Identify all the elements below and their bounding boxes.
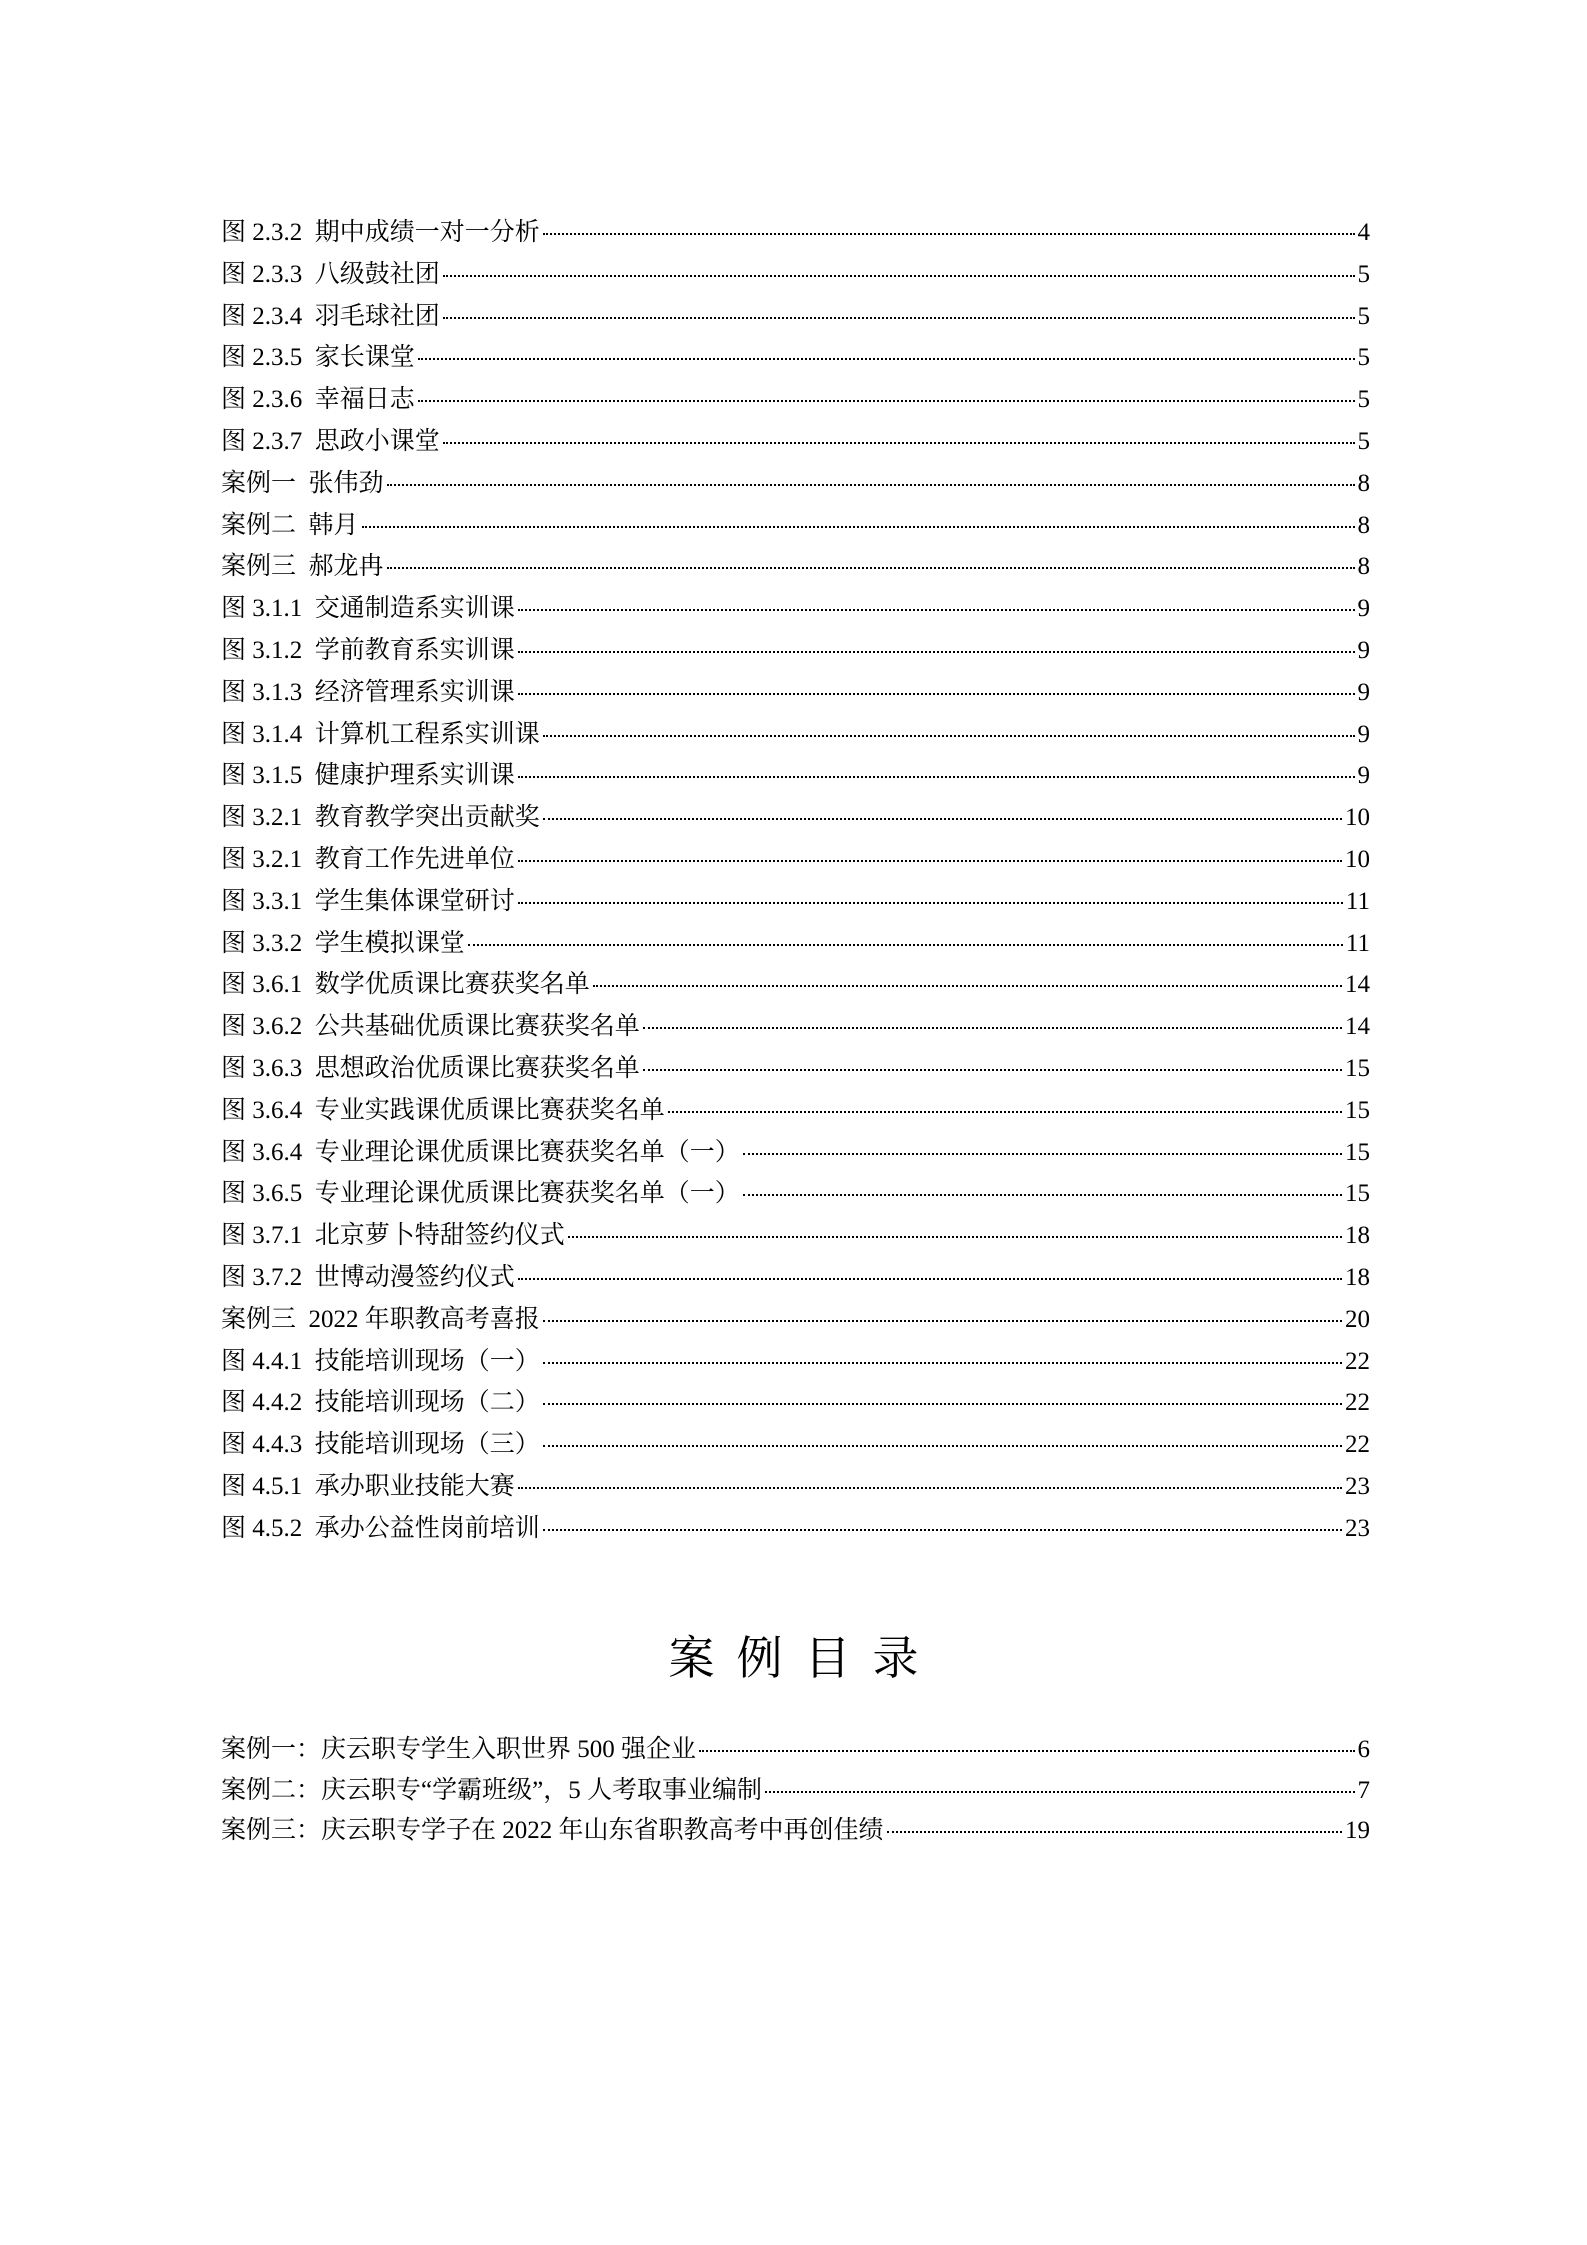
dot-leader [543, 1528, 1342, 1531]
toc-entry-label: 图 3.6.4 专业实践课优质课比赛获奖名单 [221, 1096, 665, 1124]
toc-entry-page-number: 15 [1345, 1180, 1370, 1208]
toc-entry[interactable] [221, 1257, 1370, 1299]
toc-entry-label: 图 3.1.5 健康护理系实训课 [221, 762, 515, 790]
toc-entry[interactable] [221, 421, 1370, 463]
dot-leader [643, 1068, 1342, 1071]
dot-leader [568, 1235, 1342, 1238]
toc-entry[interactable] [221, 546, 1370, 588]
toc-entry[interactable] [221, 1730, 1370, 1771]
dot-leader [518, 901, 1343, 904]
toc-entry-label: 案例三 2022 年职教高考喜报 [221, 1305, 540, 1333]
toc-entry-page-number: 22 [1345, 1431, 1370, 1459]
dot-leader [887, 1830, 1342, 1833]
dot-leader [699, 1749, 1354, 1752]
toc-entry[interactable] [221, 964, 1370, 1006]
toc-entry[interactable] [221, 337, 1370, 379]
toc-entry[interactable] [221, 296, 1370, 338]
toc-entry[interactable] [221, 1132, 1370, 1174]
toc-entry-page-number: 23 [1345, 1472, 1370, 1500]
dot-leader [543, 1444, 1342, 1447]
dot-leader [468, 943, 1343, 946]
toc-entry-page-number: 10 [1345, 804, 1370, 832]
toc-entry-label: 图 3.3.2 学生模拟课堂 [221, 929, 465, 957]
toc-entry-label: 图 3.6.5 专业理论课优质课比赛获奖名单（一） [221, 1180, 740, 1208]
dot-leader [543, 1319, 1342, 1322]
dot-leader [543, 1402, 1342, 1405]
toc-entry-page-number: 8 [1357, 469, 1370, 497]
toc-entry[interactable] [221, 1215, 1370, 1257]
toc-entry-page-number: 9 [1357, 720, 1370, 748]
toc-entry[interactable] [221, 1341, 1370, 1383]
dot-leader [518, 692, 1355, 695]
toc-entry-page-number: 23 [1345, 1514, 1370, 1542]
toc-entry-page-number: 18 [1345, 1263, 1370, 1291]
dot-leader [518, 650, 1355, 653]
toc-entry-page-number: 5 [1357, 344, 1370, 372]
toc-entry-label: 图 4.4.2 技能培训现场（二） [221, 1389, 540, 1417]
dot-leader [543, 734, 1355, 737]
toc-entry[interactable] [221, 797, 1370, 839]
toc-entry[interactable] [221, 714, 1370, 756]
toc-entry-page-number: 8 [1357, 553, 1370, 581]
toc-entry[interactable] [221, 1508, 1370, 1550]
dot-leader [543, 1361, 1342, 1364]
dot-leader [443, 316, 1355, 319]
toc-entry[interactable] [221, 588, 1370, 630]
toc-entry-page-number: 5 [1357, 386, 1370, 414]
toc-entry-label: 案例三：庆云职专学子在 2022 年山东省职教高考中再创佳绩 [221, 1817, 884, 1844]
dot-leader [518, 775, 1355, 778]
toc-entry-label: 案例二 韩月 [221, 511, 359, 539]
toc-entry-page-number: 8 [1357, 511, 1370, 539]
toc-entry-page-number: 19 [1345, 1817, 1370, 1844]
toc-entry-label: 图 4.4.1 技能培训现场（一） [221, 1347, 540, 1375]
dot-leader [593, 984, 1342, 987]
toc-entry[interactable] [221, 1811, 1370, 1852]
dot-leader [668, 1110, 1342, 1113]
toc-entry-page-number: 11 [1345, 887, 1370, 915]
toc-entry[interactable] [221, 254, 1370, 296]
toc-entry-label: 图 2.3.3 八级鼓社团 [221, 260, 440, 288]
toc-entry[interactable] [221, 1382, 1370, 1424]
toc-entry-page-number: 14 [1345, 1013, 1370, 1041]
dot-leader [543, 232, 1355, 235]
toc-entry[interactable] [221, 1173, 1370, 1215]
toc-entry[interactable] [221, 881, 1370, 923]
toc-entry[interactable] [221, 839, 1370, 881]
toc-entry-label: 图 3.6.1 数学优质课比赛获奖名单 [221, 971, 590, 999]
toc-entry-page-number: 14 [1345, 971, 1370, 999]
toc-entry-label: 图 3.2.1 教育教学突出贡献奖 [221, 804, 540, 832]
toc-entry[interactable] [221, 755, 1370, 797]
toc-entry[interactable] [221, 379, 1370, 421]
toc-entry-page-number: 20 [1345, 1305, 1370, 1333]
toc-entry-label: 图 3.6.3 思想政治优质课比赛获奖名单 [221, 1054, 640, 1082]
toc-entry-label: 图 3.1.1 交通制造系实训课 [221, 595, 515, 623]
toc-entry[interactable] [221, 923, 1370, 965]
dot-leader [518, 859, 1342, 862]
toc-entry-page-number: 15 [1345, 1096, 1370, 1124]
dot-leader [643, 1026, 1342, 1029]
toc-entry-page-number: 7 [1357, 1776, 1370, 1804]
toc-entry[interactable] [221, 630, 1370, 672]
toc-entry-label: 图 4.5.2 承办公益性岗前培训 [221, 1514, 540, 1542]
toc-entry-page-number: 6 [1357, 1736, 1370, 1763]
toc-entry-page-number: 18 [1345, 1222, 1370, 1250]
dot-leader [387, 483, 1355, 486]
toc-entry[interactable] [221, 463, 1370, 505]
toc-entry[interactable] [221, 505, 1370, 547]
toc-entry-page-number: 5 [1357, 302, 1370, 330]
dot-leader [518, 1486, 1342, 1489]
toc-entry[interactable] [221, 1771, 1370, 1812]
toc-entry-label: 图 4.5.1 承办职业技能大赛 [221, 1472, 515, 1500]
toc-entry-page-number: 22 [1345, 1389, 1370, 1417]
dot-leader [443, 274, 1355, 277]
toc-entry-label: 图 2.3.4 羽毛球社团 [221, 302, 440, 330]
toc-entry-label: 图 2.3.2 期中成绩一对一分析 [221, 219, 540, 246]
toc-entry-label: 图 3.1.3 经济管理系实训课 [221, 678, 515, 706]
toc-entry[interactable] [221, 1466, 1370, 1508]
dot-leader [518, 608, 1355, 611]
toc-entry-label: 图 2.3.6 幸福日志 [221, 386, 415, 414]
dot-leader [418, 357, 1355, 360]
dot-leader [743, 1152, 1342, 1155]
toc-entry-label: 图 3.7.2 世博动漫签约仪式 [221, 1263, 515, 1291]
toc-entry-page-number: 9 [1357, 636, 1370, 664]
dot-leader [743, 1193, 1342, 1196]
toc-entry[interactable] [221, 1048, 1370, 1090]
dot-leader [362, 525, 1355, 528]
dot-leader [518, 1277, 1342, 1280]
toc-entry-page-number: 9 [1357, 762, 1370, 790]
toc-entry[interactable] [221, 1006, 1370, 1048]
case-toc-list [221, 1730, 1370, 1852]
toc-entry[interactable] [221, 1090, 1370, 1132]
toc-entry-label: 案例三 郝龙冉 [221, 553, 384, 581]
dot-leader [443, 441, 1355, 444]
toc-entry-label: 图 3.6.4 专业理论课优质课比赛获奖名单（一） [221, 1138, 740, 1166]
toc-entry-page-number: 15 [1345, 1138, 1370, 1166]
toc-entry-page-number: 10 [1345, 845, 1370, 873]
dot-leader [387, 566, 1355, 569]
toc-entry[interactable] [221, 1299, 1370, 1341]
dot-leader [418, 399, 1355, 402]
dot-leader [543, 817, 1342, 820]
figure-toc-list [221, 212, 1370, 1550]
toc-entry-page-number: 9 [1357, 595, 1370, 623]
toc-entry-label: 图 3.1.2 学前教育系实训课 [221, 636, 515, 664]
toc-entry-page-number: 9 [1357, 678, 1370, 706]
toc-entry-label: 案例二：庆云职专“学霸班级”，5 人考取事业编制 [221, 1776, 762, 1804]
toc-entry-label: 图 2.3.5 家长课堂 [221, 344, 415, 372]
toc-entry-label: 图 2.3.7 思政小课堂 [221, 427, 440, 455]
toc-entry-page-number: 22 [1345, 1347, 1370, 1375]
toc-entry-page-number: 4 [1357, 219, 1370, 246]
toc-entry[interactable] [221, 212, 1370, 254]
toc-entry-page-number: 5 [1357, 260, 1370, 288]
toc-entry-page-number: 5 [1357, 427, 1370, 455]
toc-entry-label: 图 3.1.4 计算机工程系实训课 [221, 720, 540, 748]
toc-entry-page-number: 11 [1345, 929, 1370, 957]
toc-entry-page-number: 15 [1345, 1054, 1370, 1082]
toc-entry[interactable] [221, 672, 1370, 714]
toc-entry-label: 图 3.6.2 公共基础优质课比赛获奖名单 [221, 1013, 640, 1041]
case-toc-heading: 案例目录 [668, 1631, 941, 1685]
toc-entry-label: 案例一：庆云职专学生入职世界 500 强企业 [221, 1736, 697, 1763]
dot-leader [765, 1790, 1355, 1793]
toc-entry-label: 案例一 张伟劲 [221, 469, 384, 497]
toc-entry-label: 图 3.3.1 学生集体课堂研讨 [221, 887, 515, 915]
toc-entry-label: 图 4.4.3 技能培训现场（三） [221, 1431, 540, 1459]
toc-entry-label: 图 3.7.1 北京萝卜特甜签约仪式 [221, 1222, 565, 1250]
toc-entry[interactable] [221, 1424, 1370, 1466]
toc-entry-label: 图 3.2.1 教育工作先进单位 [221, 845, 515, 873]
